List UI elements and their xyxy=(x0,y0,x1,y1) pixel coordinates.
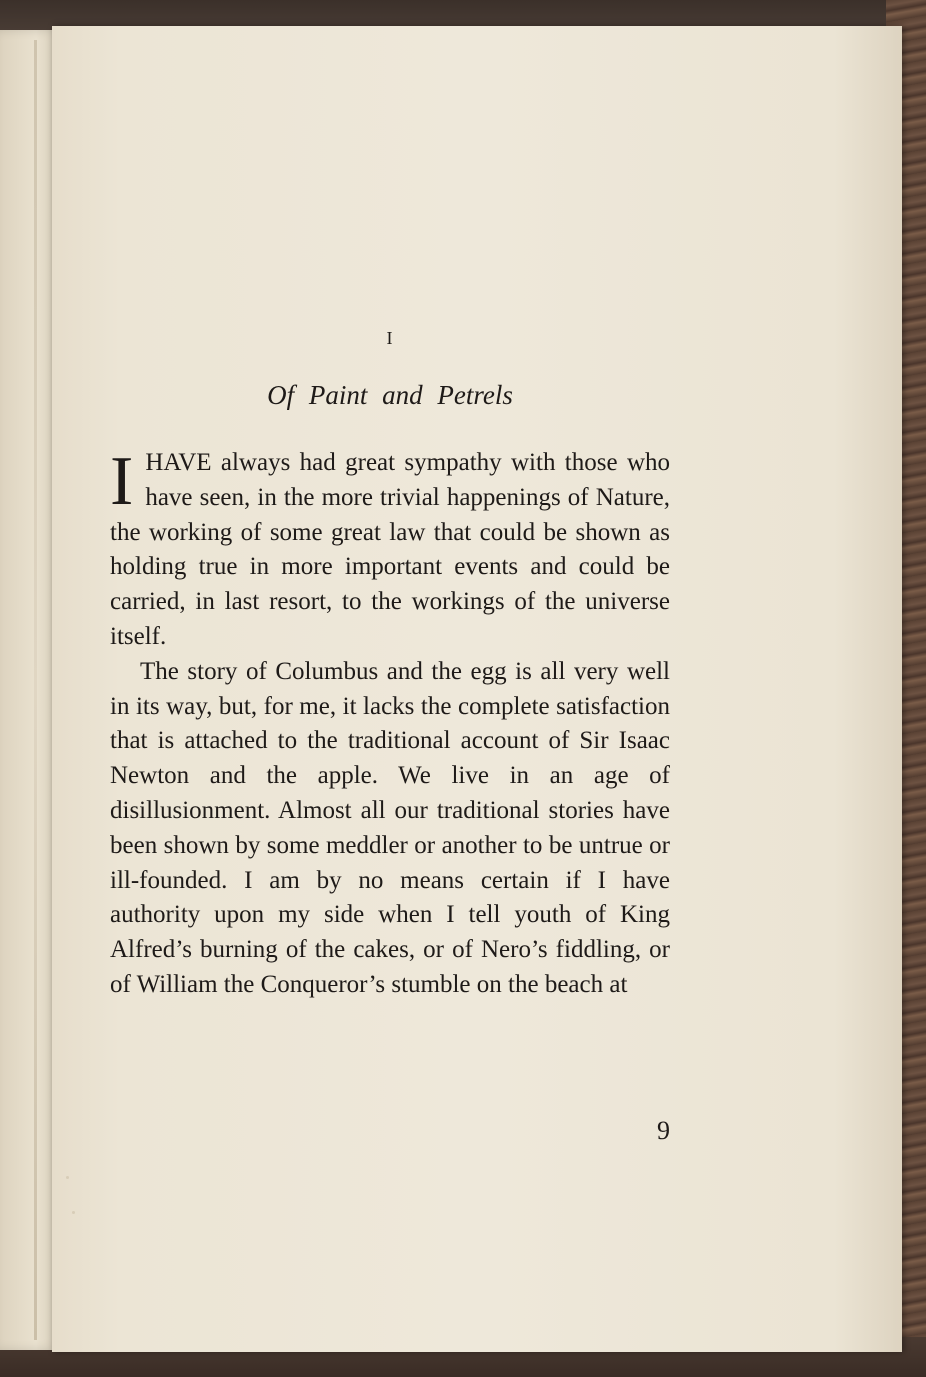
book-page xyxy=(52,26,902,1352)
paper-speck xyxy=(72,1211,75,1214)
paragraph-2: The story of Columbus and the egg is all very well in its way, but, for me, it lacks the complete satisfaction that is attached to the traditional account of Sir Isaac Newton and the apple. We live in an age of disillusionment. Almost all our traditional stories have been shown by some meddler or another to be untrue or ill-founded. I am by no means certain if I have authority upon my side when I tell youth of King Alfred’s burning of the cakes, or of Nero’s fiddling, or of William the Conqueror’s stumble on the beach at xyxy=(110,657,670,998)
paragraph-1-text: HAVE always had great sympathy with those who have seen, in the more trivial happenings of Nature, the working of some great law that could be shown as holding true in more important events and could be carried, in last resort, to the workings of the universe itself. xyxy=(110,449,670,650)
chapter-body xyxy=(110,443,670,1003)
chapter-title: Of Paint and Petrels xyxy=(267,380,513,410)
chapter-number: I xyxy=(386,328,394,348)
paper-speck xyxy=(66,1176,69,1179)
facing-page-edge xyxy=(0,30,60,1350)
paragraph-1 xyxy=(110,443,670,655)
page-gutter-line xyxy=(34,40,37,1340)
drop-cap: I xyxy=(110,443,134,520)
page-number: 9 xyxy=(657,1116,670,1145)
